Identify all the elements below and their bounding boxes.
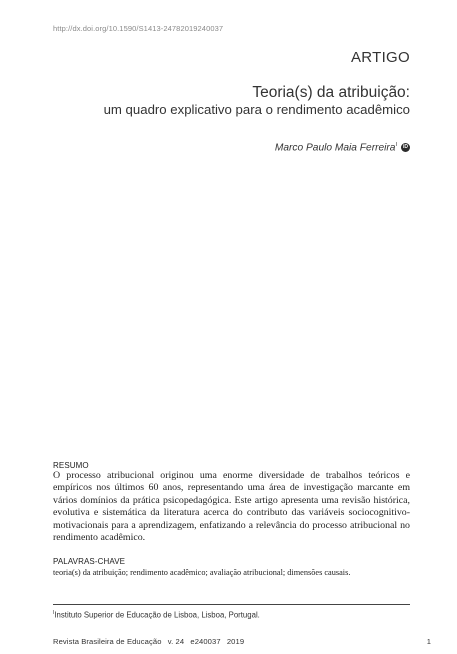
doi-link[interactable]: http://dx.doi.org/10.1590/S1413-24782019240037: [53, 24, 224, 33]
author-line: [275, 142, 410, 153]
footnote-divider: [53, 604, 410, 605]
keywords-label: PALAVRAS-CHAVE: [53, 557, 126, 566]
footnote-text: Instituto Superior de Educação de Lisboa, Lisboa, Portugal.: [54, 610, 260, 620]
footer-year: 2019: [226, 637, 245, 646]
article-subtitle: um quadro explicativo para o rendimento acadêmico: [103, 102, 410, 117]
page-number: 1: [426, 637, 431, 646]
footnote-mark: I: [53, 610, 55, 616]
section-label: ARTIGO: [350, 49, 410, 66]
affiliation-mark: I: [395, 142, 397, 148]
keywords-text: teoria(s) da atribuição; rendimento acadêmico; avaliação atribucional; dimensões causais.: [53, 568, 351, 577]
title-block: [104, 84, 410, 118]
orcid-icon[interactable]: iD: [403, 144, 408, 151]
footer-volume: v. 24: [167, 637, 185, 646]
abstract-section: [53, 461, 410, 544]
author-name-text: Marco Paulo Maia Ferreira: [274, 142, 396, 154]
footer-journal: Revista Brasileira de Educação: [53, 637, 162, 646]
footnote: [53, 610, 260, 620]
abstract-label: RESUMO: [53, 461, 89, 470]
author-name: [275, 142, 397, 153]
footer-article-id: e240037: [190, 637, 221, 646]
article-title: Teoria(s) da atribuição:: [252, 84, 410, 101]
keywords-section: [53, 557, 410, 577]
abstract-text: O processo atribucional originou uma enorme diversidade de trabalhos teóricos e empíricos nos últimos 60 anos, representando uma área de investigação marcante em vários domínios da prática psicopedagógica. Este artigo apresenta uma revisão histórica, evolutiva e sistemática da literatura acerca do contributo das variáveis sociocognitivo-motivacionais para a aprendizagem, enfatizando a relevância do processo atribucional no rendimento acadêmico.: [53, 470, 410, 544]
page-footer: [53, 637, 248, 646]
